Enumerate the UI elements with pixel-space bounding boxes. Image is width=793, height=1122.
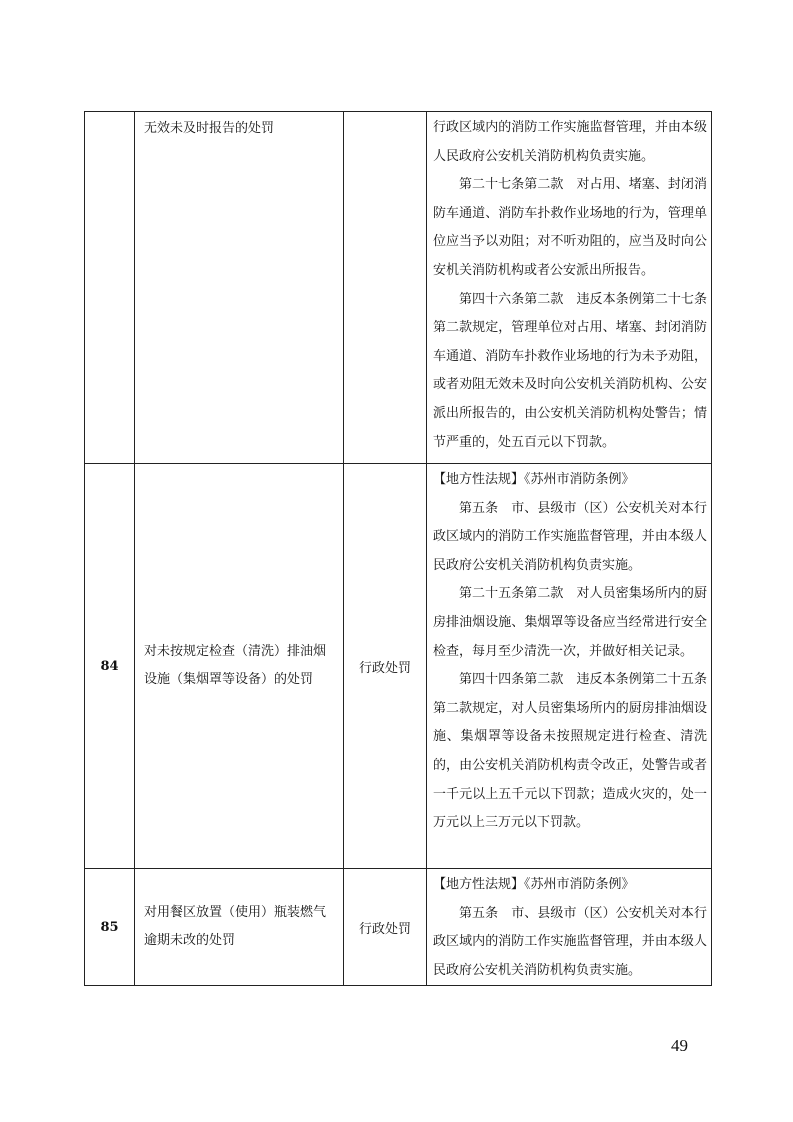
basis-paragraph: 第四十六条第二款 违反本条例第二十七条第二款规定，管理单位对占用、堵塞、封闭消防车通道、消防车扑救作业场地的行为未予劝阻，或者劝阻无效未及时向公安机关消防机构、公安派出所报告的，由公安机关消防机构处警告；情节严重的，处五百元以下罚款。 [433,291,707,450]
row-number: 85 [85,869,135,986]
basis-paragraph: 第四十四条第二款 违反本条例第二十五条第二款规定，对人员密集场所内的厨房排油烟设施、集烟罩等设备未按照规定进行检查、清洗的，由公安机关消防机构责令改正，处警告或者一千元以上五千元以下罚款；造成火灾的，处一万元以上三万元以下罚款。 [433,672,707,831]
item-name: 无效未及时报告的处罚 [135,112,344,464]
row-number: 84 [85,464,135,869]
basis-paragraph: 第二十五条第二款 对人员密集场所内的厨房排油烟设施、集烟罩等设备应当经常进行安全检查，每月至少清洗一次，并做好相关记录。 [433,586,707,659]
basis-paragraph: 第五条 市、县级市（区）公安机关对本行政区域内的消防工作实施监督管理，并由本级人民政府公安机关消防机构负责实施。 [433,500,707,573]
legal-basis [427,869,712,986]
legal-basis [427,464,712,869]
row-number [85,112,135,464]
item-type [344,112,427,464]
item-type: 行政处罚 [344,464,427,869]
item-name: 对用餐区放置（使用）瓶装燃气逾期未改的处罚 [135,869,344,986]
table-row [85,869,712,986]
basis-paragraph: 第五条 市、县级市（区）公安机关对本行政区域内的消防工作实施监督管理，并由本级人民政府公安机关消防机构负责实施。 [433,905,707,978]
basis-paragraph: 第二十七条第二款 对占用、堵塞、封闭消防车通道、消防车扑救作业场地的行为，管理单位应当予以劝阻；对不听劝阻的，应当及时向公安机关消防机构或者公安派出所报告。 [433,177,707,278]
regulation-table [84,111,712,986]
legal-basis [427,112,712,464]
basis-paragraph: 【地方性法规】《苏州市消防条例》 [433,472,635,487]
page-number: 49 [671,1036,688,1055]
basis-paragraph: 行政区域内的消防工作实施监督管理，并由本级人民政府公安机关消防机构负责实施。 [433,120,707,164]
item-name: 对未按规定检查（清洗）排油烟设施（集烟罩等设备）的处罚 [135,464,344,869]
table-row [85,464,712,869]
basis-paragraph: 【地方性法规】《苏州市消防条例》 [433,877,635,892]
table-row [85,112,712,464]
item-type: 行政处罚 [344,869,427,986]
